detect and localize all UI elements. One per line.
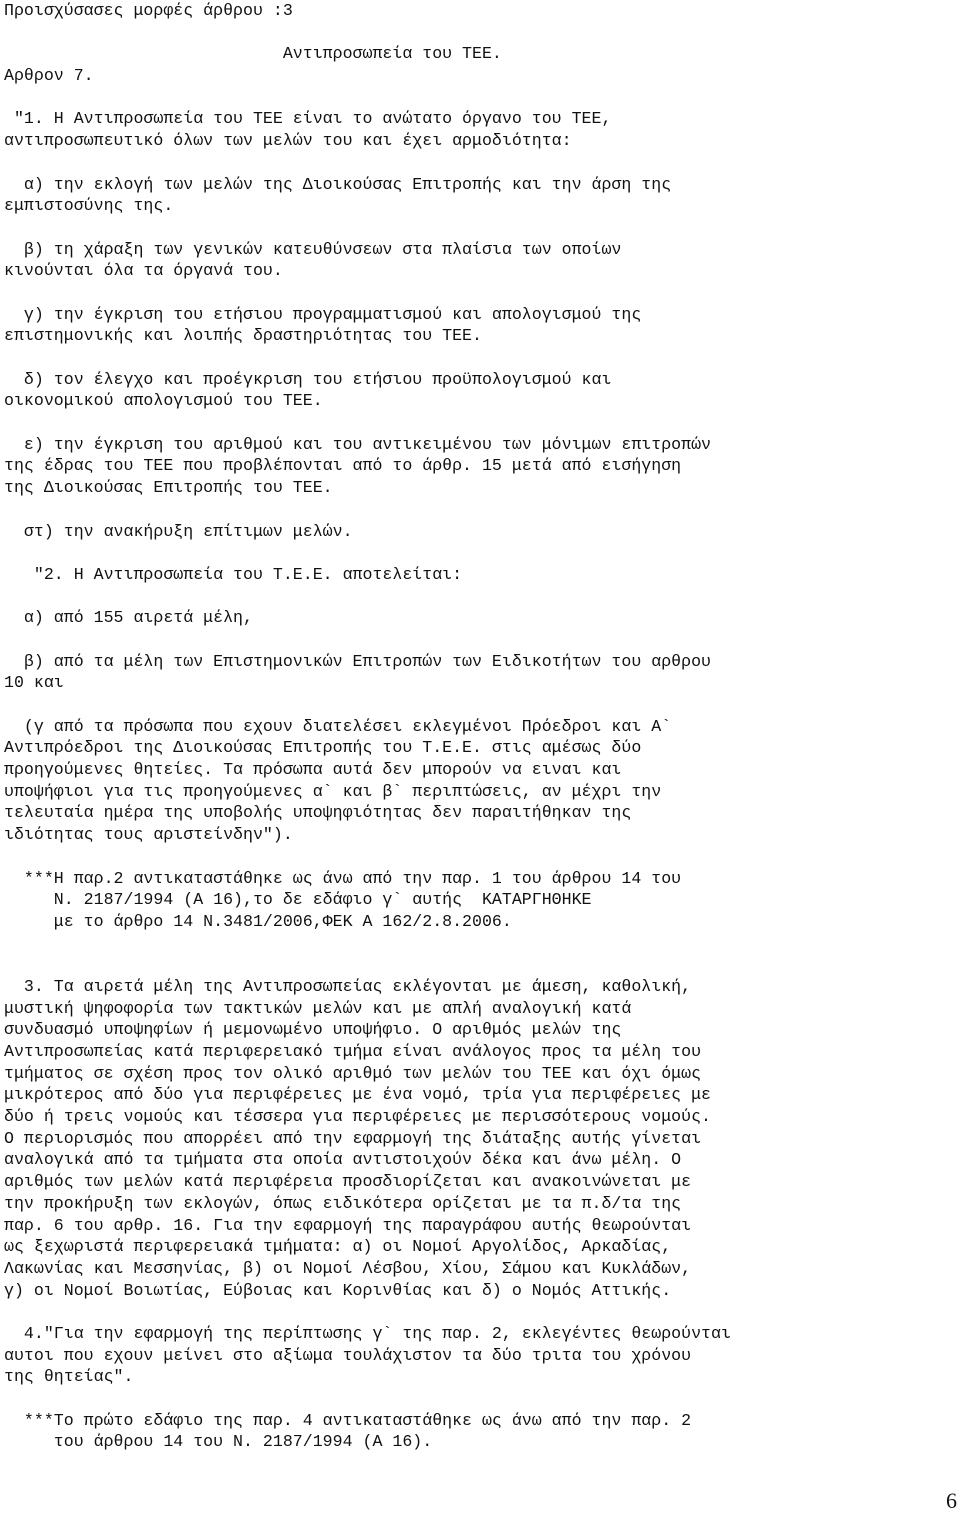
text-line: μικρότερος από δύο για περιφέρειες με ένα νομό, τρία για περιφέρειες με (4, 1085, 712, 1105)
text-line (4, 412, 954, 434)
text-line (4, 933, 954, 955)
text-line: τμήματος σε σχέση προς τον ολικό αριθμό των μελών του ΤΕΕ και όχι όμως (4, 1063, 702, 1083)
text-line: 4."Για την εφαρμογή της περίπτωσης γ` της παρ. 2, εκλεγέντες θεωρούνται (4, 1323, 731, 1343)
text-line (4, 22, 954, 44)
text-line: Ν. 2187/1994 (Α 16),το δε εδάφιο γ` αυτής ΚΑΤΑΡΓΗΘΗΚΕ (4, 890, 592, 910)
text-line: ιδιότητας τους αριστείνδην"). (4, 825, 293, 845)
text-line: μυστική ψηφοφορία των τακτικών μελών και με απλή αναλογική κατά (4, 998, 632, 1018)
text-line: αριθμός των μελών κατά περιφέρεια προσδιορίζεται και ανακοινώνεται με (4, 1172, 692, 1192)
text-line: του άρθρου 14 του Ν. 2187/1994 (Α 16). (4, 1432, 433, 1452)
text-line: δ) τον έλεγχο και προέγκριση του ετήσιου προϋπολογισμού και (4, 369, 612, 389)
text-line (4, 347, 954, 369)
text-line: επιστημονικής και λοιπής δραστηριότητας του ΤΕΕ. (4, 326, 482, 346)
text-line (4, 846, 954, 868)
text-line: γ) οι Νομοί Βοιωτίας, Εύβοιας και Κορινθίας και δ) ο Νομός Αττικής. (4, 1280, 672, 1300)
text-line: δύο ή τρεις νομούς και τέσσερα για περιφέρειες με περισσότερους νομούς. (4, 1107, 712, 1127)
text-line: Αντιπροσωπείας κατά περιφερειακό τμήμα είναι ανάλογος προς τα μέλη του (4, 1042, 702, 1061)
text-line: παρ. 6 του αρθρ. 16. Για την εφαρμογή της παραγράφου αυτής θεωρούνται (4, 1215, 692, 1235)
text-line: ε) την έγκριση του αριθμού και του αντικειμένου των μόνιμων επιτροπών (4, 434, 712, 454)
text-line: "1. Η Αντιπροσωπεία του ΤΕΕ είναι το ανώτατο όργανο του ΤΕΕ, (4, 109, 612, 129)
page-number: 6 (946, 1488, 957, 1513)
text-line: α) την εκλογή των μελών της Διοικούσας Επιτροπής και την άρση της (4, 174, 672, 194)
text-line: "2. Η Αντιπροσωπεία του Τ.Ε.Ε. αποτελείται: (4, 564, 463, 584)
text-line: την προκήρυξη των εκλογών, όπως ειδικότερα ορίζεται με τα π.δ/τα της (4, 1193, 682, 1213)
text-line: (γ από τα πρόσωπα που εχουν διατελέσει εκλεγμένοι Πρόεδροι και Α` (4, 716, 672, 736)
text-line: τελευταία ημέρα της υποβολής υποψηφιότητας δεν παραιτήθηκαν της (4, 803, 632, 823)
text-line (4, 629, 954, 651)
text-line: υποψήφιοι για τις προηγούμενες α` και β` περιπτώσεις, αν μέχρι την (4, 781, 662, 801)
text-line: α) από 155 αιρετά μέλη, (4, 608, 253, 628)
text-line (4, 542, 954, 564)
text-line: 3. Τα αιρετά μέλη της Αντιπροσωπείας εκλέγονται με άμεση, καθολική, (4, 976, 692, 996)
text-line (4, 954, 954, 976)
text-line: β) τη χάραξη των γενικών κατευθύνσεων στα πλαίσια των οποίων (4, 239, 622, 259)
text-line: ***Το πρώτο εδάφιο της παρ. 4 αντικαταστάθηκε ως άνω από την παρ. 2 (4, 1410, 692, 1430)
text-line: Αρθρον 7. (4, 66, 94, 86)
text-line (4, 217, 954, 239)
text-line: ως ξεχωριστά περιφερειακά τμήματα: α) οι Νομοί Αργολίδος, Αρκαδίας, (4, 1237, 672, 1257)
text-line: αυτοι που εχουν μείνει στο αξίωμα τουλάχιστον τα δύο τριτα του χρόνου (4, 1345, 692, 1365)
text-line (4, 87, 954, 109)
text-line: συνδυασμό υποψηφίων ή μεμονωμένο υποψήφιο. Ο αριθμός μελών της (4, 1020, 622, 1040)
text-line (4, 1388, 954, 1410)
text-line: ***Η παρ.2 αντικαταστάθηκε ως άνω από την παρ. 1 του άρθρου 14 του (4, 868, 682, 888)
text-line (4, 152, 954, 174)
text-line (4, 282, 954, 304)
text-line (4, 694, 954, 716)
text-line: κινούνται όλα τα όργανά του. (4, 261, 283, 281)
text-line: προηγούμενες θητείες. Τα πρόσωπα αυτά δεν μπορούν να ειναι και (4, 760, 622, 780)
text-line (4, 1301, 954, 1323)
text-line: στ) την ανακήρυξη επίτιμων μελών. (4, 521, 353, 541)
text-line: με το άρθρο 14 Ν.3481/2006,ΦΕΚ Α 162/2.8.2006. (4, 911, 512, 931)
text-line: Αντιπρόεδροι της Διοικούσας Επιτροπής του Τ.Ε.Ε. στις αμέσως δύο (4, 738, 642, 758)
text-line: οικονομικού απολογισμού του ΤΕΕ. (4, 391, 323, 411)
text-line: αναλογικά από τα τμήματα στα οποία αντιστοιχούν δέκα και άνω μέλη. Ο (4, 1150, 682, 1170)
text-line: Προισχύσασες μορφές άρθρου :3 (4, 1, 293, 20)
text-line: της θητείας". (4, 1367, 134, 1387)
text-line (4, 499, 954, 521)
text-line: Ο περιορισμός που απορρέει από την εφαρμογή της διάταξης αυτής γίνεται (4, 1128, 702, 1148)
text-line (4, 586, 954, 608)
text-line: εμπιστοσύνης της. (4, 196, 174, 216)
text-line: β) από τα μέλη των Επιστημονικών Επιτροπών των Ειδικοτήτων του αρθρου (4, 651, 712, 671)
text-line: αντιπροσωπευτικό όλων των μελών του και έχει αρμοδιότητα: (4, 131, 572, 151)
text-line: Αντιπροσωπεία του ΤΕΕ. (4, 44, 502, 64)
text-line: Λακωνίας και Μεσσηνίας, β) οι Νομοί Λέσβου, Χίου, Σάμου και Κυκλάδων, (4, 1258, 692, 1278)
document-body (4, 0, 954, 1453)
text-line: της Διοικούσας Επιτροπής του ΤΕΕ. (4, 478, 333, 498)
text-line: γ) την έγκριση του ετήσιου προγραμματισμού και απολογισμού της (4, 304, 642, 324)
text-line: της έδρας του ΤΕΕ που προβλέπονται από το άρθρ. 15 μετά από εισήγηση (4, 456, 682, 476)
text-line: 10 και (4, 673, 64, 693)
